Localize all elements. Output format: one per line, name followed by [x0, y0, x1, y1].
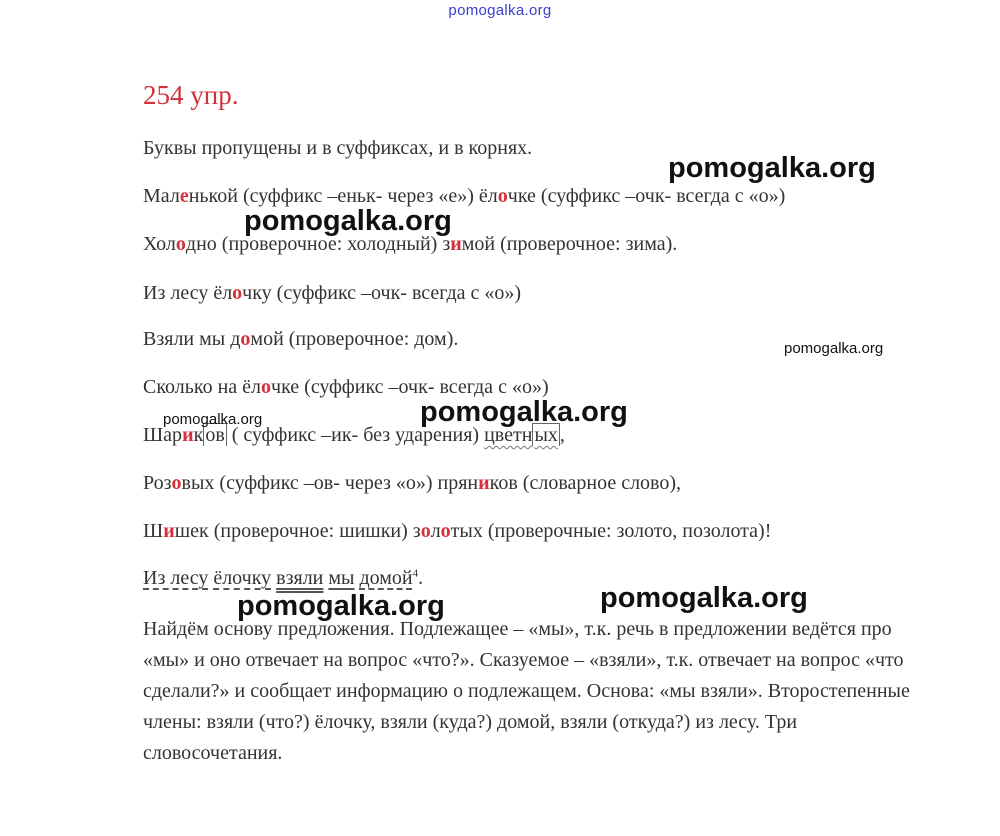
highlighted-letter: о [232, 282, 243, 304]
highlighted-letter: и [163, 520, 175, 542]
circumstance-word: Из лесу [143, 567, 209, 589]
circumstance-word: домой [359, 567, 413, 589]
predicate-word: взяли [276, 567, 324, 589]
text-fragment: Из лесу ёл [143, 282, 233, 304]
header-site-link[interactable]: pomogalka.org [448, 2, 552, 19]
highlighted-letter: о [175, 233, 186, 255]
text-fragment: л [430, 520, 441, 542]
text-line-4 [143, 328, 458, 351]
text-fragment: . [418, 567, 424, 589]
highlighted-letter: о [497, 185, 508, 207]
text-fragment: Ш [143, 520, 164, 542]
highlighted-letter: и [478, 472, 490, 494]
text-fragment: чке (суффикс –очк- всегда с «о») [271, 376, 549, 398]
text-line-7 [143, 472, 681, 495]
intro-text: Буквы пропущены и в суффиксах, и в корнях. [143, 137, 533, 159]
ending-box: ов [205, 424, 225, 446]
highlighted-letter: о [240, 328, 251, 350]
text-fragment: Взяли мы д [143, 328, 241, 350]
watermark: pomogalka.org [244, 205, 452, 237]
text-fragment: Сколько на ёл [143, 376, 262, 398]
exercise-title: 254 упр. [143, 80, 239, 110]
text-fragment: , [559, 424, 565, 446]
text-line-1 [143, 185, 785, 208]
highlighted-letter: о [420, 520, 431, 542]
highlighted-letter: е [179, 185, 189, 207]
watermark: pomogalka.org [784, 340, 884, 357]
ending-box: ых [534, 424, 558, 446]
object-word: ёлочку [213, 567, 272, 589]
text-fragment: к [193, 424, 204, 446]
text-fragment: ков (словарное слово), [489, 472, 682, 494]
text-fragment: вых (суффикс –ов- через «о») прян [181, 472, 479, 494]
text-fragment: Роз [143, 472, 172, 494]
text-fragment: Мал [143, 185, 180, 207]
footnote-mark: 4 [412, 567, 419, 580]
watermark: pomogalka.org [668, 152, 876, 184]
text-fragment: тых (проверочные: золото, позолота)! [450, 520, 772, 542]
text-fragment: Шар [143, 424, 183, 446]
text-fragment: мой (проверочное: зима). [461, 233, 678, 255]
text-fragment: цветн [484, 424, 533, 446]
text-fragment: мой (проверочное: дом). [250, 328, 459, 350]
text-fragment: ( суффикс –ик- без ударения) [226, 424, 485, 446]
text-fragment: нькой (суффикс –еньк- через «е») ёл [188, 185, 498, 207]
highlighted-letter: о [171, 472, 182, 494]
explanation-paragraph: Найдём основу предложения. Подлежащее – «мы», т.к. речь в предложении ведётся про «мы» и оно отвечает на вопрос «что?». Сказуемое – «взяли», т.к. отвечает на вопрос «что сделали?» и сообщает информацию о подлежащем. Основа: «мы взяли». Второстепенные члены: взяли (что?) ёлочку, взяли (куда?) домой, взяли (откуда?) из лесу. Три словосочетания. [143, 618, 910, 764]
text-fragment: Хол [143, 233, 176, 255]
text-fragment: чку (суффикс –очк- всегда с «о») [242, 282, 522, 304]
watermark: pomogalka.org [237, 590, 445, 622]
text-line-3 [143, 282, 521, 305]
subject-word: мы [328, 567, 355, 589]
watermark: pomogalka.org [420, 396, 628, 428]
text-line-8 [143, 520, 771, 543]
highlighted-letter: о [261, 376, 272, 398]
watermark: pomogalka.org [163, 411, 263, 428]
sentence-parse-line [143, 567, 423, 590]
text-fragment: дно (проверочное: холодный) з [185, 233, 451, 255]
text-fragment: чке (суффикс –очк- всегда с «о») [507, 185, 786, 207]
watermark: pomogalka.org [600, 582, 808, 614]
highlighted-letter: и [182, 424, 194, 446]
text-fragment: шек (проверочное: шишки) з [174, 520, 421, 542]
highlighted-letter: и [450, 233, 462, 255]
highlighted-letter: о [440, 520, 451, 542]
